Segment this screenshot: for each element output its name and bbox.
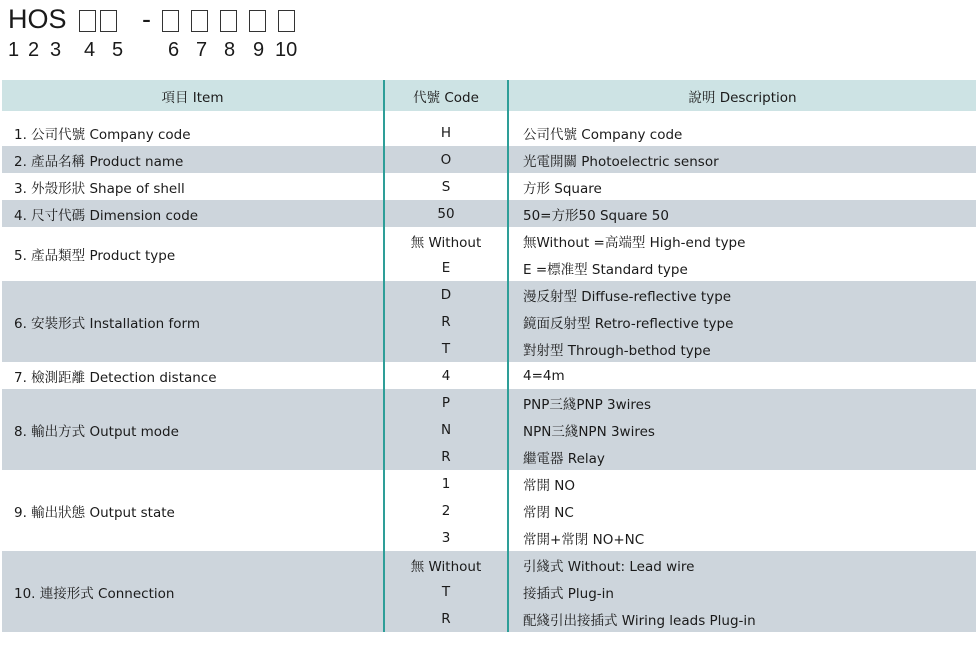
description-cell: 繼電器 Relay	[508, 443, 976, 470]
code-cell: R	[384, 308, 508, 335]
description-cell: 對射型 Through-bethod type	[508, 335, 976, 362]
item-cell: 1. 公司代號 Company code	[2, 119, 384, 146]
table-row	[2, 281, 976, 308]
description-cell: 常開+常閉 NO+NC	[508, 524, 976, 551]
description-cell: 4=4m	[508, 362, 976, 389]
table-row	[2, 362, 976, 389]
code-box-2	[100, 10, 117, 32]
code-box-4	[191, 10, 208, 32]
item-cell: 5. 產品類型 Product type	[2, 227, 384, 281]
code-cell: S	[384, 173, 508, 200]
table-row	[2, 551, 976, 578]
table-row	[2, 200, 976, 227]
description-cell: 接插式 Plug-in	[508, 578, 976, 605]
code-cell: 50	[384, 200, 508, 227]
code-cell: E	[384, 254, 508, 281]
position-number: 2	[28, 39, 40, 61]
header-code: 代號 Code	[384, 80, 508, 111]
code-cell: 無 Without	[384, 227, 508, 254]
position-number: 1	[8, 39, 20, 61]
code-box-5	[220, 10, 237, 32]
code-cell: T	[384, 578, 508, 605]
description-cell: PNP三綫PNP 3wires	[508, 389, 976, 416]
table-row	[2, 119, 976, 146]
description-cell: 鏡面反射型 Retro-reflective type	[508, 308, 976, 335]
code-cell: 無 Without	[384, 551, 508, 578]
item-cell: 3. 外殼形狀 Shape of shell	[2, 173, 384, 200]
table-row	[2, 146, 976, 173]
code-box-7	[278, 10, 295, 32]
code-separator: -	[142, 4, 151, 34]
model-code-key	[8, 2, 408, 62]
code-cell: 4	[384, 362, 508, 389]
header-description: 說明 Description	[508, 80, 976, 111]
item-cell: 4. 尺寸代碼 Dimension code	[2, 200, 384, 227]
description-cell: E =標准型 Standard type	[508, 254, 976, 281]
table-row	[2, 389, 976, 416]
position-number: 6	[168, 39, 180, 61]
code-box-3	[162, 10, 179, 32]
position-number: 10	[275, 39, 298, 61]
spacer-cell	[2, 111, 384, 119]
code-cell: 1	[384, 470, 508, 497]
header-spacer-row	[2, 111, 976, 119]
description-cell: 引綫式 Without: Lead wire	[508, 551, 976, 578]
item-cell: 9. 輸出狀態 Output state	[2, 470, 384, 551]
code-box-1	[79, 10, 96, 32]
code-cell: 3	[384, 524, 508, 551]
position-number: 5	[112, 39, 124, 61]
code-cell: R	[384, 443, 508, 470]
spacer-cell	[384, 111, 508, 119]
description-cell: 50=方形50 Square 50	[508, 200, 976, 227]
item-cell: 2. 產品名稱 Product name	[2, 146, 384, 173]
item-cell: 7. 檢測距離 Detection distance	[2, 362, 384, 389]
code-cell: 2	[384, 497, 508, 524]
table-row	[2, 227, 976, 254]
position-number: 4	[84, 39, 96, 61]
code-cell: N	[384, 416, 508, 443]
specification-table	[2, 80, 976, 632]
code-cell: O	[384, 146, 508, 173]
item-cell: 8. 輸出方式 Output mode	[2, 389, 384, 470]
table-row	[2, 173, 976, 200]
table-body	[2, 111, 976, 632]
code-cell: D	[384, 281, 508, 308]
description-cell: 漫反射型 Diffuse-reflective type	[508, 281, 976, 308]
description-cell: 常閉 NC	[508, 497, 976, 524]
table-row	[2, 470, 976, 497]
table-header-row	[2, 80, 976, 111]
header-item: 項目 Item	[2, 80, 384, 111]
model-prefix: HOS	[8, 4, 67, 34]
code-cell: H	[384, 119, 508, 146]
position-number: 9	[253, 39, 265, 61]
position-number: 7	[196, 39, 208, 61]
code-cell: R	[384, 605, 508, 632]
item-cell: 6. 安裝形式 Installation form	[2, 281, 384, 362]
spacer-cell	[508, 111, 976, 119]
code-cell: P	[384, 389, 508, 416]
description-cell: 常開 NO	[508, 470, 976, 497]
code-box-6	[249, 10, 266, 32]
description-cell: NPN三綫NPN 3wires	[508, 416, 976, 443]
description-cell: 無Without =高端型 High-end type	[508, 227, 976, 254]
position-number: 3	[50, 39, 62, 61]
description-cell: 方形 Square	[508, 173, 976, 200]
description-cell: 光電開關 Photoelectric sensor	[508, 146, 976, 173]
description-cell: 配綫引出接插式 Wiring leads Plug-in	[508, 605, 976, 632]
item-cell: 10. 連接形式 Connection	[2, 551, 384, 632]
position-number: 8	[224, 39, 236, 61]
description-cell: 公司代號 Company code	[508, 119, 976, 146]
code-cell: T	[384, 335, 508, 362]
